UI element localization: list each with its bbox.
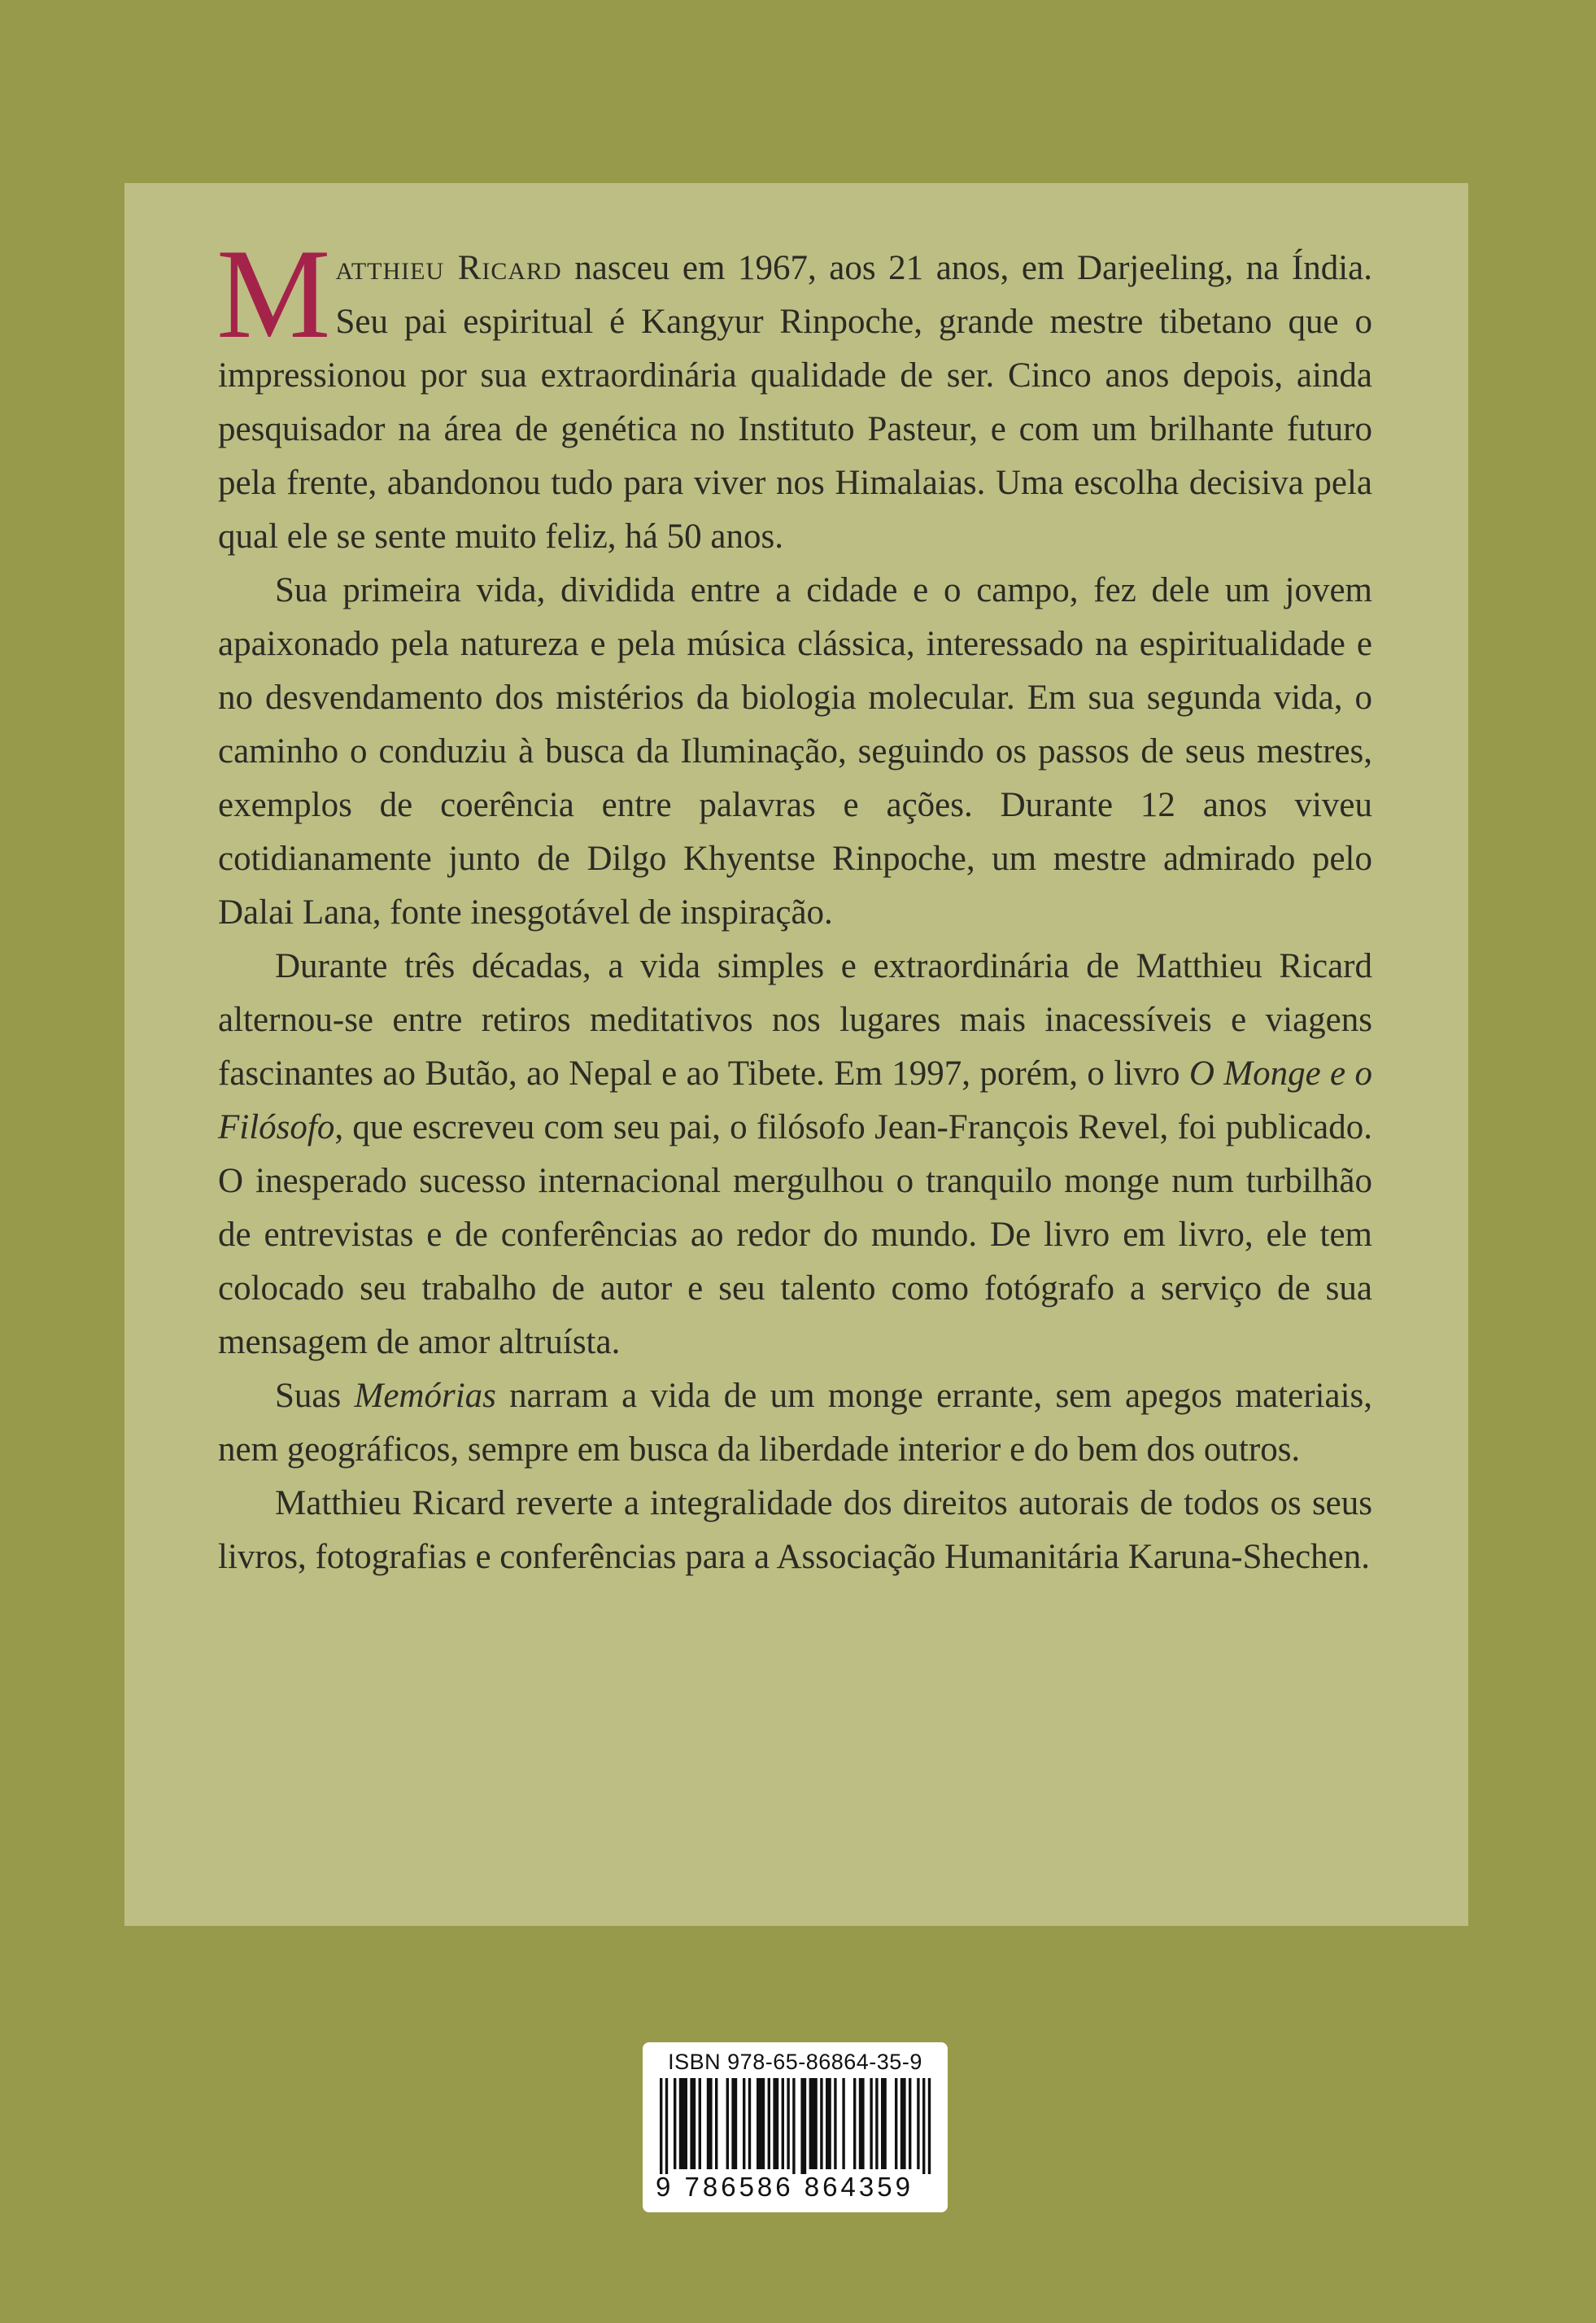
barcode-bar [674, 2078, 676, 2169]
barcode-bar [922, 2078, 925, 2174]
isbn-label: ISBN 978-65-86864-35-9 [668, 2050, 922, 2074]
barcode-bar [853, 2078, 856, 2169]
barcode-bar [834, 2078, 836, 2169]
book-title-monge-filosofo: O Monge e o Filósofo [218, 1055, 1372, 1146]
barcode-bar [715, 2078, 717, 2169]
barcode-bar [909, 2078, 911, 2169]
barcode-bar [842, 2078, 844, 2169]
isbn-digits: 9 786586 864359 [656, 2172, 914, 2202]
barcode-bar [881, 2078, 887, 2169]
barcode-bar [809, 2078, 818, 2169]
barcode-bar [679, 2078, 687, 2169]
barcode-bar [787, 2078, 789, 2169]
barcode-bar [928, 2078, 931, 2174]
barcode-bar [743, 2078, 745, 2169]
barcode-bar [782, 2078, 784, 2169]
bio-paragraph-4-text-a: Suas [275, 1377, 355, 1415]
barcode-bar [895, 2078, 897, 2169]
barcode-bar [875, 2078, 878, 2169]
barcode-bar [800, 2078, 806, 2174]
bio-paragraph-4-text-b: narram a vida de um monge errante, sem apegos materiais, nem geográficos, sempre em busca da liberdade interior e do bem dos outros. [218, 1377, 1372, 1469]
author-bio-text [216, 223, 1373, 1584]
bio-paragraph-3 [218, 940, 1372, 1369]
barcode-bar [699, 2078, 701, 2169]
barcode-bar [826, 2078, 831, 2169]
dropcap-letter: M [216, 223, 331, 365]
bio-paragraph-3-text-a: Durante três décadas, a vida simples e extraordinária de Matthieu Ricard alternou-se entre retiros meditativos nos lugares mais inacessíveis e viagens fascinantes ao Butão, ao Nepal e ao Tibete. Em 1997, porém, o livro [218, 947, 1372, 1093]
barcode-bar [726, 2078, 729, 2169]
bio-paragraph-2: Sua primeira vida, dividida entre a cidade e o campo, fez dele um jovem apaixonado pela natureza e pela música clássica, interessado na espiritualidade e no desvendamento dos mistérios da biologia molecular. Em sua segunda vida, o caminho o conduziu à busca da Iluminação, seguindo os passos de seus mestres, exemplos de coerência entre palavras e ações. Durante 12 anos viveu cotidianamente junto de Dilgo Khyentse Rinpoche, um mestre admirado pelo Dalai Lana, fonte inesgotável de inspiração. [218, 571, 1372, 932]
barcode-bar [859, 2078, 865, 2169]
barcode-bar [748, 2078, 751, 2169]
bio-paragraph-4 [218, 1369, 1372, 1477]
barcode-bar [900, 2078, 906, 2169]
barcode-bar [665, 2078, 668, 2174]
barcode-bar [768, 2078, 770, 2169]
barcode-bar [792, 2078, 795, 2174]
bio-paragraph-5: Matthieu Ricard reverte a integralidade dos direitos autorais de todos os seus livros, fotografias e conferências para a Associação Humanitária Karuna-Shechen. [218, 1484, 1372, 1576]
author-name: atthieu Ricard [335, 249, 562, 287]
barcode-bar [870, 2078, 872, 2169]
bio-paragraph-1-text: nasceu em 1967, aos 21 anos, em Darjeeling, na Índia. Seu pai espiritual é Kangyur Rinpoche, grande mestre tibetano que o impressionou por sua extraordinária qualidade de ser. Cinco anos depois, ainda pesquisador na área de genética no Instituto Pasteur, e com um brilhante futuro pela frente, abandonou tudo para viver nos Himalaias. Uma escolha decisiva pela qual ele se sente muito feliz, há 50 anos. [218, 249, 1373, 556]
book-title-memorias: Memórias [354, 1377, 496, 1415]
isbn-barcode [643, 2042, 948, 2212]
bio-paragraph-1 [216, 223, 1373, 564]
barcode-bar [731, 2078, 737, 2169]
barcode-bar [707, 2078, 713, 2169]
barcode-bars [655, 2078, 935, 2174]
author-bio-panel [124, 183, 1468, 1926]
barcode-bar [917, 2078, 919, 2169]
barcode-bar [757, 2078, 765, 2169]
barcode-bar [690, 2078, 696, 2169]
bio-paragraph-3-text-b: , que escreveu com seu pai, o filósofo Jean-François Revel, foi publicado. O inesperado sucesso internacional mergulhou o tranquilo monge num turbilhão de entrevistas e de conferências ao redor do mundo. De livro em livro, ele tem colocado seu trabalho de autor e seu talento como fotógrafo a serviço de sua mensagem de amor altruísta. [218, 1108, 1372, 1361]
barcode-bar [820, 2078, 822, 2169]
barcode-bar [773, 2078, 778, 2169]
barcode-bar [660, 2078, 662, 2174]
